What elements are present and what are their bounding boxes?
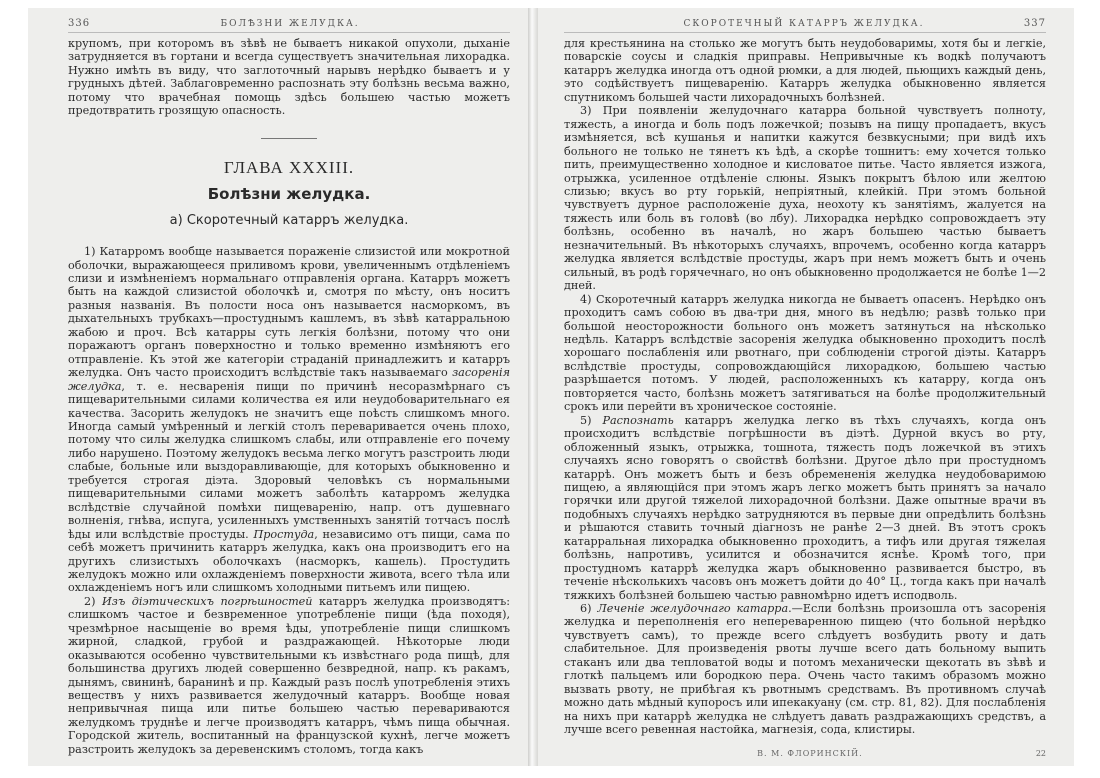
right-running-head xyxy=(564,18,1046,33)
paragraph-4: 4) Скоротечный катарръ желудка никогда не бываетъ опасенъ. Нерѣдко онъ проходитъ самъ собою въ два-три дня, много въ недѣлю; развѣ только при большой неосторожности больного онъ можетъ затянуться на нѣсколько недѣль. Катарръ вслѣдствіе засоренія желудка обыкновенно проходитъ послѣ хорошаго послабленія или рвотнаго, при соблюденіи строгой діэты. Катарръ вслѣдствіе простуды, сопровождающійся лихорадкою, большею частью разрѣшается потомъ. У людей, расположенныхъ къ катарру, когда онъ повторяется часто, болѣзнь можетъ затягиваться на болѣе продолжительный срокъ или перейти въ хроническое состояніе. xyxy=(564,292,1046,414)
paragraph-6-text: .—Если болѣзнь произошла отъ засоренія желудка и переполненія его непереваренною пищею (что больной нерѣдко чувствуетъ самъ), то прежде всего слѣдуетъ возбудить рвоту и дать слабительное. Для произведенія рвоты лучше всего дать больному выпить стаканъ или два тепловатой воды и потомъ механически щекотать въ зѣвѣ и глоткѣ пальцемъ или бородкою пера. Очень часто такимъ образомъ можно вызвать рвоту, не прибѣгая къ рвотнымъ средствамъ. Въ противномъ случаѣ можно дать мѣдный купоросъ или ипекакуану (см. стр. 81, 82). Для послабленія на нихъ при катаррѣ желудка не слѣдуетъ давать раздражающихъ средствъ, а лучше всего ревенная настойка, магнезія, сода, клистиры. xyxy=(564,602,1046,737)
paragraph-1-emphasis-2: Простуда xyxy=(253,527,315,541)
right-page-footer xyxy=(564,749,1046,758)
paragraph-5 xyxy=(564,414,1046,602)
right-page xyxy=(538,8,1074,766)
paragraph-1-text-cont-2: , независимо отъ пищи, сама по себѣ можетъ причинить катарръ желудка, какъ она производитъ его на другихъ слизистыхъ оболочкахъ (насморкъ, кашель). Простудить желудокъ можно или охлажденіемъ поверхности живота, всего тѣла или охлажденіемъ ногъ или слишкомъ холодными питьемъ или пищею. xyxy=(68,527,510,595)
left-page xyxy=(28,8,528,766)
paragraph-1-text-cont: , т. е. несваренія пищи по причинѣ несоразмѣрнаго съ пищеварительными силами количества ея или неудобоварительнаго ея качества. Засорить желудокъ не значитъ еще поѣсть слишкомъ много. Иногда самый умѣренный и легкій столъ переваривается очень плохо, потому что силы желудка слишкомъ слабы, или отправленіе его почему либо нарушено. Поэтому желудокъ весьма легко могутъ разстроить люди слабые, больные или выздоравливающіе, для которыхъ обыкновенно и требуется строгая діэта. Здоровый человѣкъ съ нормальными пищеварительными силами можетъ заболѣть катарромъ желудка вслѣдствіе случайной помѣхи пищеваренію, напр. отъ душевнаго волненія, гнѣва, испуга, усиленныхъ умственныхъ занятій тотчасъ послѣ ѣды или вслѣдствіе простуды. xyxy=(68,379,510,541)
left-running-head xyxy=(68,18,510,33)
paragraph-6 xyxy=(564,602,1046,737)
paragraph-5-text: катарръ желудка легко въ тѣхъ случаяхъ, когда онъ происходитъ вслѣдствіе погрѣшности въ діэтѣ. Дурной вкусъ во рту, обложенный языкъ, отрыжка, тошнота, тяжесть подъ ложечкой въ этихъ случаяхъ ясно говорятъ о свойствѣ болѣзни. Другое дѣло при простудномъ катаррѣ. Онъ можетъ быть и безъ обремененія желудка неудобоваримою пищею, а являющійся при этомъ жаръ легко можетъ быть принятъ за начало горячки или другой тяжелой лихорадочной болѣзни. Даже опытные врачи въ подобныхъ случаяхъ нерѣдко затрудняются въ первые дни опредѣлить болѣзнь и рѣшаются ставить точный діагнозъ не ранѣе 2—3 дней. Въ этотъ срокъ катарральная лихорадка обыкновенно проходитъ, а тифъ или другая тяжелая болѣзнь, напротивъ, усилится и обозначится яснѣе. Кромѣ того, при простудномъ катаррѣ желудка жаръ обыкновенно развивается быстро, въ теченіе нѣсколькихъ часовъ онъ можетъ дойти до 40° Ц., тогда какъ при началѣ тяжкихъ болѣзней большею частью равномѣрно идетъ исподволь. xyxy=(564,413,1046,602)
paragraph-2-emphasis: Изъ діэтическихъ погрѣшностей xyxy=(101,594,313,608)
left-intro-paragraph: крупомъ, при которомъ въ зѣвѣ не бываетъ никакой опухоли, дыханіе затрудняется въ гортани и всегда существуетъ значительная лихорадка. Нужно имѣть въ виду, что заглоточный нарывъ нерѣдко бываетъ и у грудныхъ дѣтей. Заблаговременно распознать эту болѣзнь весьма важно, потому что врачебная помощь здѣсь большею частью можетъ предотвратить грозящую опасность. xyxy=(68,37,510,118)
paragraph-2-number: 2) xyxy=(84,594,96,608)
right-body-text xyxy=(564,37,1046,737)
paragraph-5-emphasis: Распознать xyxy=(602,413,674,427)
paragraph-5-number: 5) xyxy=(580,413,592,427)
footer-sheet-number: 22 xyxy=(1035,749,1046,758)
chapter-heading: ГЛАВА XXXIII. xyxy=(223,157,355,177)
right-intro-paragraph: для крестьянина на столько же могутъ быть неудобоваримы, хотя бы и легкіе, поварскіе соусы и сладкія приправы. Непривычные къ водкѣ получаютъ катарръ желудка иногда отъ одной рюмки, а для людей, пьющихъ каждый день, это содѣйствуетъ пищеваренію. Катарръ желудка обыкновенно является спутникомъ большей части лихорадочныхъ болѣзней. xyxy=(564,37,1046,104)
left-page-number: 336 xyxy=(68,18,91,29)
paragraph-1 xyxy=(68,245,510,595)
right-running-title: СКОРОТЕЧНЫЙ КАТАРРЪ ЖЕЛУДКА. xyxy=(683,19,925,29)
left-body-text xyxy=(68,37,510,756)
section-divider xyxy=(261,138,317,139)
paragraph-1-emphasis: засоренія желудка xyxy=(68,366,510,393)
paragraph-6-emphasis: Леченіе желудочнаго катарра xyxy=(597,602,789,616)
section-title: Болѣзни желудка. xyxy=(207,185,371,204)
book-gutter xyxy=(528,8,538,766)
subsection-title: а) Скоротечный катарръ желудка. xyxy=(169,212,409,228)
paragraph-2-text: катарръ желудка производятъ: слишкомъ частое и безвременное употребленіе пищи (ѣда походя), чрезмѣрное насыщеніе во время ѣды, употребленіе пищи слишкомъ жирной, сладкой, грубой и раздражающей. Нѣкоторые люди оказываются особенно чувствительными къ извѣстнаго рода пищѣ, для большинства другихъ людей совершенно безвредной, напр. къ ракамъ, дынямъ, свининѣ, баранинѣ и пр. Каждый разъ послѣ употребленія этихъ веществъ у нихъ развивается желудочный катарръ. Вообще новая непривычная пища или питье большею частью перевариваются желудкомъ труднѣе и легче производятъ катарръ, чѣмъ пища обычная. Городской житель, воспитанный на французской кухнѣ, легче можетъ разстроить желудокъ за деревенскимъ столомъ, тогда какъ xyxy=(68,594,511,756)
paragraph-6-number: 6) xyxy=(580,602,592,616)
paragraph-2 xyxy=(68,595,510,756)
paragraph-1-text: 1) Катарромъ вообще называется пораженіе слизистой или мокротной оболочки, выражающееся приливомъ крови, увеличеннымъ отдѣленіемъ слизи и измѣненіемъ нормальнаго отправленія органа. Катарръ можетъ быть на каждой слизистой оболочкѣ и, смотря по мѣсту, онъ носитъ разныя названія. Въ полости носа онъ называется насморкомъ, въ дыхательныхъ трубкахъ—простуднымъ кашлемъ, въ зѣвѣ катарральною жабою и проч. Всѣ катарры суть легкія болѣзни, потому что они поражаютъ органъ поверхностно и только временно измѣняютъ его отправленіе. Къ этой же категоріи страданій принадлежитъ и катарръ желудка. Онъ часто происходитъ вслѣдствіе такъ называемаго xyxy=(68,245,510,380)
right-page-number: 337 xyxy=(1023,18,1046,29)
footer-signature: В. М. ФЛОРИНСКІЙ. xyxy=(757,749,863,758)
paragraph-3: 3) При появленіи желудочнаго катарра больной чувствуетъ полноту, тяжесть, а иногда и боль подъ ложечкой; позывъ на пищу пропадаетъ, вкусъ измѣняется, всѣ кушанья и напитки кажутся безвкусными; при видѣ ихъ больного не только не тянетъ къ ѣдѣ, а скорѣе тошнитъ: ему хочется только пить, преимущественно холодное и кисловатое питье. Часто является изжога, отрыжка, усиленное отдѣленіе слюны. Языкъ покрытъ бѣлою или желтою слизью; вкусъ во рту горькій, непріятный, клейкій. При этомъ больной чувствуетъ дурное расположеніе духа, неохоту къ занятіямъ, жалуется на тяжесть или боль въ головѣ (во лбу). Лихорадка нерѣдко сопровождаетъ эту болѣзнь, особенно въ началѣ, но жаръ большею частью бываетъ незначительный. Въ нѣкоторыхъ случаяхъ, впрочемъ, особенно когда катарръ желудка является вслѣдствіе простуды, жаръ при немъ можетъ быть и очень сильный, въ родѣ горячечнаго, но онъ обыкновенно продолжается не болѣе 1—2 дней. xyxy=(564,104,1046,293)
left-running-title: БОЛѢЗНИ ЖЕЛУДКА. xyxy=(220,19,360,29)
